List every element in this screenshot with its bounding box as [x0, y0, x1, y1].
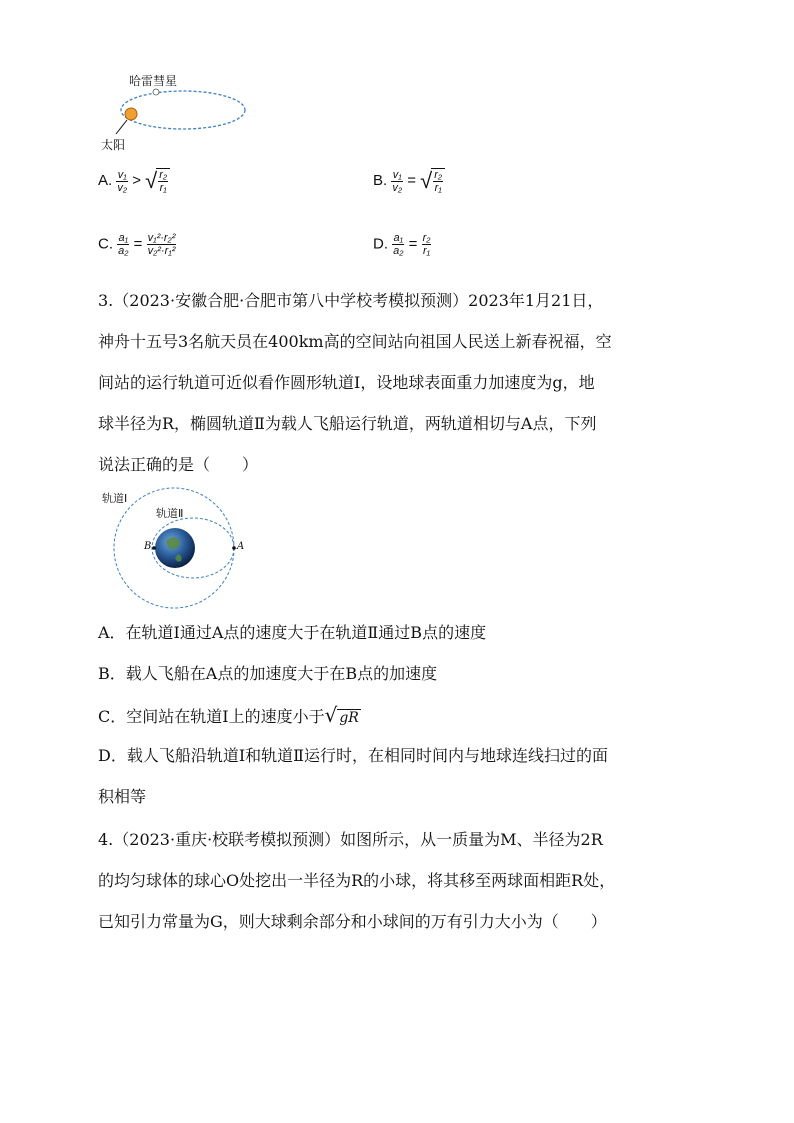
q3-stem-line-1: 3.（2023·安徽合肥·合肥市第八中学校考模拟预测）2023年1月21日， — [98, 291, 604, 310]
q3-stem-line-3: 间站的运行轨道可近似看作圆形轨道Ⅰ，设地球表面重力加速度为g，地 — [98, 373, 595, 392]
point-a-label: A — [237, 541, 245, 552]
q4-stem-line-2: 的均匀球体的球心O处挖出一半径为R的小球，将其移至两球面相距R处， — [98, 871, 616, 890]
orbit-1-label: 轨道Ⅰ — [102, 493, 128, 505]
q4-stem-line-3: 已知引力常量为G，则大球剩余部分和小球间的万有引力大小为（ ） — [98, 912, 607, 931]
q3-option-d[interactable]: D．载人飞船沿轨道Ⅰ和轨道Ⅱ运行时，在相同时间内与地球连线扫过的面 — [98, 746, 609, 765]
point-a-dot — [232, 546, 236, 550]
orbit-2-label: 轨道Ⅱ — [156, 508, 184, 520]
point-b-dot — [152, 546, 156, 550]
q3-stem-line-4: 球半径为R，椭圆轨道Ⅱ为载人飞船运行轨道，两轨道相切与A点，下列 — [98, 414, 597, 433]
comet-label: 哈雷彗星 — [129, 74, 178, 88]
sun-circle — [125, 108, 137, 120]
q3-option-c[interactable]: C．空间站在轨道Ⅰ上的速度小于√ gR — [98, 703, 359, 727]
q4-stem-line-1: 4.（2023·重庆·校联考模拟预测）如图所示，从一质量为M、半径为2R — [98, 830, 603, 849]
q2-option-c[interactable]: C. $\frac{\text{a₁}}{\text{a₂}}$ = $\frac{\text{v₁²·r₂²}}{\text{v₂²·r₁²}}$ — [98, 232, 176, 257]
q2-option-d[interactable]: D. $\frac{\text{a₁}}{\text{a₂}}$ = $\frac{\text{r₂}}{\text{r₁}}$ — [373, 232, 431, 257]
q2-option-b[interactable]: B. $\frac{\text{v₁}}{\text{v₂}}$ = √ $\frac{\text{r₂}}{\text{r₁}}$ — [373, 168, 445, 194]
q3-stem-line-5: 说法正确的是（ ） — [98, 455, 259, 474]
point-b-label: B — [144, 541, 152, 552]
sun-label: 太阳 — [101, 138, 126, 152]
q2-option-a[interactable]: A. $\frac{\text{v₁}}{\text{v₂}}$ > √ $\frac{\text{r₂}}{\text{r₁}}$ — [98, 168, 170, 194]
q3-option-d-cont: 积相等 — [98, 787, 147, 806]
q3-option-b[interactable]: B．载人飞船在A点的加速度大于在B点的加速度 — [98, 664, 438, 683]
comet-orbit — [121, 91, 245, 129]
sun-pointer-line — [116, 120, 127, 134]
q3-option-a[interactable]: A．在轨道Ⅰ通过A点的速度大于在轨道Ⅱ通过B点的速度 — [98, 623, 487, 642]
halley-comet-dot — [153, 89, 159, 95]
q3-stem-line-2: 神舟十五号3名航天员在400km高的空间站向祖国人民送上新春祝福，空 — [98, 332, 612, 351]
